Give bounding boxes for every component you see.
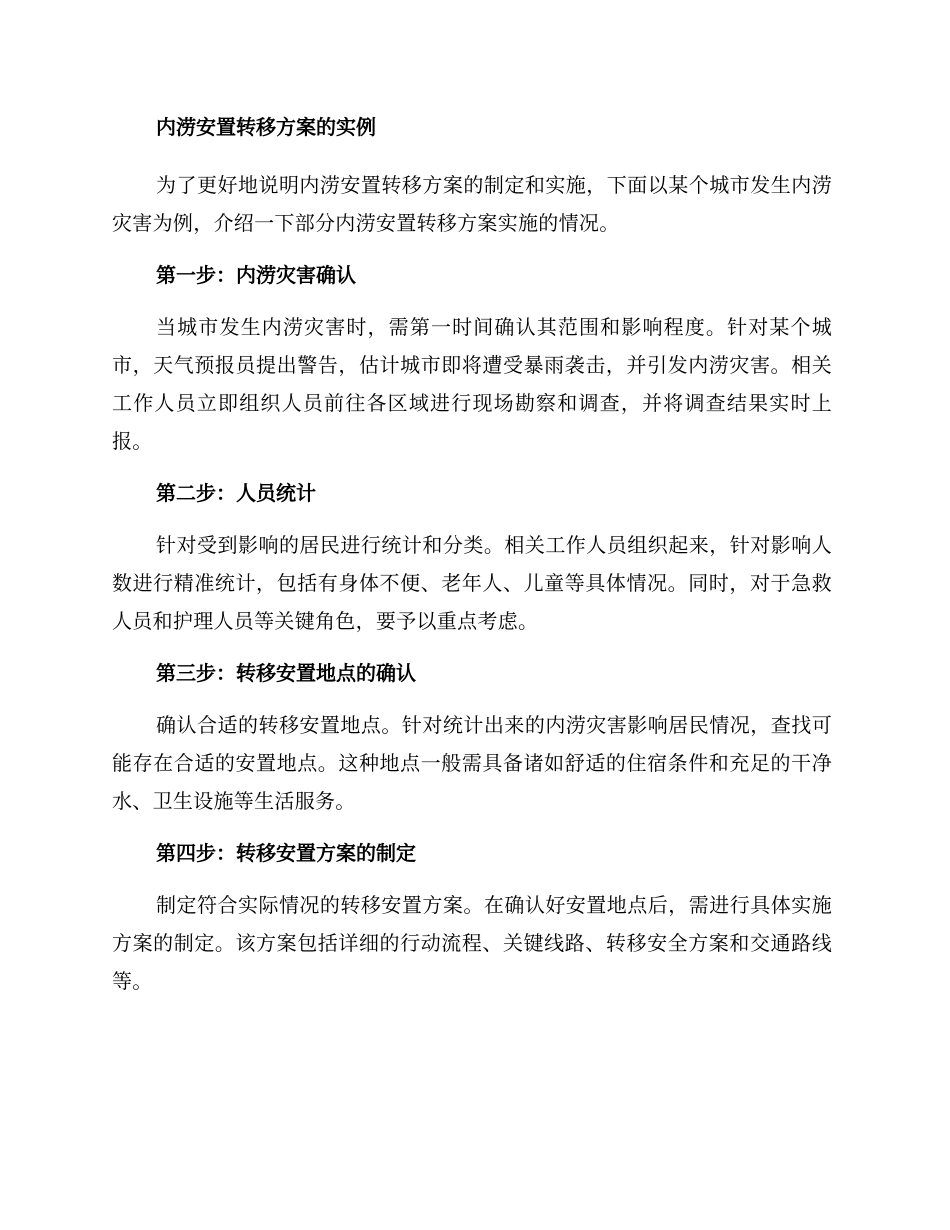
- step-2-paragraph: 针对受到影响的居民进行统计和分类。相关工作人员组织起来，针对影响人数进行精准统计，包括有身体不便、老年人、儿童等具体情况。同时，对于急救人员和护理人员等关键角色，要予以重点考虑。: [112, 533, 832, 633]
- step-2-heading: 第二步：人员统计: [156, 481, 316, 505]
- step-1-paragraph: 当城市发生内涝灾害时，需第一时间确认其范围和影响程度。针对某个城市，天气预报员提出警告，估计城市即将遭受暴雨袭击，并引发内涝灾害。相关工作人员立即组织人员前往各区域进行现场勘察和调查，并将调查结果实时上报。: [112, 315, 832, 453]
- section-title: 内涝安置转移方案的实例: [156, 115, 376, 139]
- step-4-heading: 第四步：转移安置方案的制定: [156, 841, 416, 865]
- step-4-paragraph: 制定符合实际情况的转移安置方案。在确认好安置地点后，需进行具体实施方案的制定。该方案包括详细的行动流程、关键线路、转移安全方案和交通路线等。: [112, 893, 832, 993]
- step-3-heading: 第三步：转移安置地点的确认: [156, 661, 416, 685]
- step-3-paragraph: 确认合适的转移安置地点。针对统计出来的内涝灾害影响居民情况，查找可能存在合适的安置地点。这种地点一般需具备诸如舒适的住宿条件和充足的干净水、卫生设施等生活服务。: [112, 713, 832, 813]
- document-body: [112, 111, 832, 1017]
- step-1-heading: 第一步：内涝灾害确认: [156, 263, 356, 287]
- intro-paragraph: 为了更好地说明内涝安置转移方案的制定和实施，下面以某个城市发生内涝灾害为例，介绍一下部分内涝安置转移方案实施的情况。: [112, 173, 832, 235]
